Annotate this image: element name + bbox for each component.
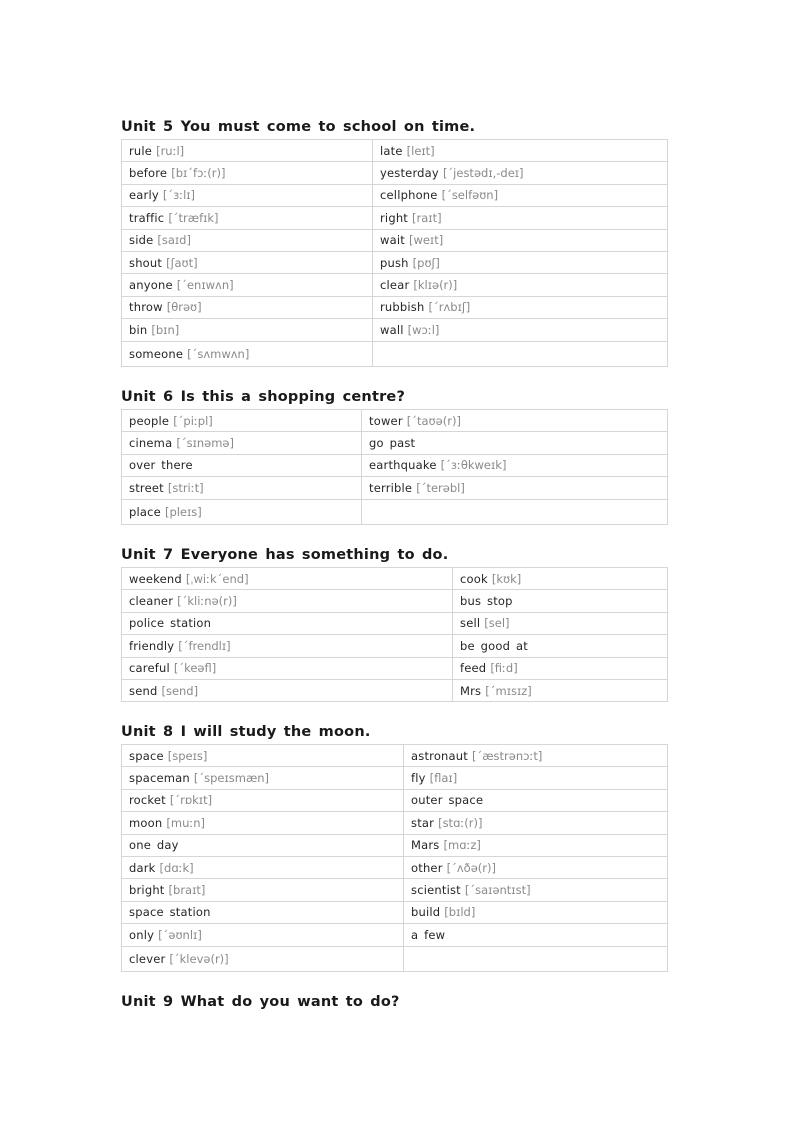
table-row — [122, 454, 668, 476]
vocab-phonetic: [ˊrɒkɪt] — [169, 793, 213, 808]
vocab-cell — [362, 499, 668, 524]
vocab-word: fly — [411, 771, 426, 786]
vocab-phonetic: [ruːl] — [156, 143, 185, 158]
vocab-word: weekend — [129, 571, 182, 586]
vocab-word: rocket — [129, 793, 166, 808]
vocab-phonetic: [ˊtaʊə(r)] — [406, 413, 461, 428]
vocab-cell — [404, 834, 668, 856]
vocab-word: yesterday — [380, 166, 439, 181]
vocab-phonetic: [klɪə(r)] — [413, 278, 458, 293]
vocab-phonetic: [raɪt] — [412, 210, 442, 225]
vocab-cell — [404, 767, 668, 789]
table-row — [122, 657, 668, 679]
vocab-phonetic: [ˊrʌbɪʃ] — [428, 300, 471, 315]
vocab-cell — [122, 477, 362, 499]
vocab-cell — [122, 856, 404, 878]
vocab-phonetic: [weɪt] — [408, 233, 444, 248]
vocab-cell — [404, 856, 668, 878]
unit-5-title: Unit 5 You must come to school on time. — [121, 119, 476, 135]
vocab-phonetic: [ˊkeəfl] — [173, 661, 217, 676]
vocab-phonetic: [ˊʌðə(r)] — [446, 860, 496, 875]
vocab-word: anyone — [129, 278, 173, 293]
table-row — [122, 274, 668, 296]
vocab-cell — [122, 184, 373, 206]
vocab-phonetic: [dɑːk] — [159, 860, 194, 875]
vocab-phonetic: [speɪs] — [167, 748, 208, 763]
vocab-word: early — [129, 188, 159, 203]
vocab-phonetic: [ˊpiːpl] — [173, 413, 213, 428]
table-row — [122, 745, 668, 767]
unit-7-vocab-table — [121, 567, 668, 702]
vocab-cell — [122, 635, 453, 657]
vocab-phonetic: [θrəʊ] — [166, 300, 202, 315]
vocab-word: right — [380, 210, 409, 225]
table-row — [122, 184, 668, 206]
vocab-word: outer space — [411, 793, 484, 808]
vocab-cell — [453, 679, 668, 701]
vocab-word: cleaner — [129, 594, 174, 609]
vocab-cell — [122, 657, 453, 679]
vocab-phonetic: [ˊkliːnə(r)] — [177, 594, 237, 609]
vocab-cell — [122, 341, 373, 366]
vocab-word: wait — [380, 233, 405, 248]
vocab-cell — [122, 946, 404, 971]
table-row — [122, 924, 668, 946]
vocab-phonetic: [ˊɜːθkweɪk] — [440, 458, 507, 473]
vocab-cell — [362, 432, 668, 454]
vocab-phonetic: [ˊenɪwʌn] — [176, 278, 234, 293]
vocab-cell — [453, 635, 668, 657]
vocab-word: Mars — [411, 838, 440, 853]
table-row — [122, 612, 668, 634]
vocab-phonetic: [wɔːl] — [407, 322, 440, 337]
vocab-word: careful — [129, 661, 170, 676]
unit-8-title: Unit 8 I will study the moon. — [121, 724, 371, 740]
vocab-cell — [404, 812, 668, 834]
vocab-cell — [404, 946, 668, 971]
vocab-word: street — [129, 480, 164, 495]
vocab-cell — [122, 296, 373, 318]
vocab-phonetic: [braɪt] — [168, 883, 206, 898]
vocab-cell — [404, 745, 668, 767]
vocab-word: shout — [129, 255, 163, 270]
vocab-phonetic: [bɪld] — [444, 905, 476, 920]
vocab-word: space station — [129, 905, 211, 920]
vocab-cell — [122, 274, 373, 296]
vocab-word: throw — [129, 300, 163, 315]
table-row — [122, 432, 668, 454]
vocab-phonetic: [ˊsɪnəmə] — [176, 436, 234, 451]
vocab-phonetic: [send] — [161, 683, 199, 698]
vocab-word: feed — [460, 661, 487, 676]
vocab-word: side — [129, 233, 154, 248]
vocab-cell — [453, 657, 668, 679]
vocab-phonetic: [fiːd] — [490, 661, 518, 676]
vocab-cell — [404, 901, 668, 923]
vocab-word: place — [129, 504, 161, 519]
vocab-word: police station — [129, 616, 212, 631]
vocab-cell — [122, 612, 453, 634]
vocab-cell — [122, 207, 373, 229]
vocab-phonetic: [ˊspeɪsmæn] — [193, 771, 270, 786]
vocab-cell — [373, 274, 668, 296]
table-row — [122, 590, 668, 612]
table-row — [122, 341, 668, 366]
vocab-cell — [122, 410, 362, 432]
vocab-phonetic: [ˊselfəʊn] — [441, 188, 499, 203]
table-row — [122, 635, 668, 657]
vocab-cell — [373, 251, 668, 273]
vocab-word: wall — [380, 322, 404, 337]
table-row — [122, 901, 668, 923]
vocab-cell — [404, 879, 668, 901]
vocab-cell — [122, 432, 362, 454]
vocab-word: people — [129, 413, 170, 428]
vocab-cell — [373, 229, 668, 251]
vocab-word: send — [129, 683, 158, 698]
vocab-phonetic: [ˊæstrənɔːt] — [472, 748, 543, 763]
table-row — [122, 319, 668, 341]
vocab-phonetic: [pʊʃ] — [412, 255, 440, 270]
vocab-word: friendly — [129, 638, 175, 653]
vocab-word: cinema — [129, 436, 173, 451]
vocab-cell — [373, 319, 668, 341]
vocab-word: push — [380, 255, 409, 270]
vocab-cell — [122, 319, 373, 341]
vocab-phonetic: [bɪn] — [151, 322, 180, 337]
vocab-cell — [122, 568, 453, 590]
vocab-word: bus stop — [460, 594, 513, 609]
vocab-word: before — [129, 166, 168, 181]
vocab-cell — [453, 612, 668, 634]
vocab-cell — [373, 341, 668, 366]
vocab-phonetic: [ʃaʊt] — [166, 255, 198, 270]
table-row — [122, 679, 668, 701]
vocab-phonetic: [ˊtræfɪk] — [168, 210, 219, 225]
vocab-word: spaceman — [129, 771, 190, 786]
table-row — [122, 856, 668, 878]
vocab-cell — [122, 679, 453, 701]
vocab-phonetic: [ˊfrendlɪ] — [178, 638, 231, 653]
vocab-word: tower — [369, 413, 403, 428]
vocab-cell — [122, 924, 404, 946]
vocab-word: rubbish — [380, 300, 425, 315]
vocab-word: cook — [460, 571, 488, 586]
vocab-cell — [122, 251, 373, 273]
vocab-word: bin — [129, 322, 148, 337]
vocab-cell — [122, 812, 404, 834]
vocab-word: other — [411, 860, 443, 875]
vocab-word: only — [129, 927, 155, 942]
table-row — [122, 477, 668, 499]
vocab-phonetic: [ˊəʊnlɪ] — [158, 927, 202, 942]
table-row — [122, 251, 668, 273]
vocab-word: dark — [129, 860, 156, 875]
vocab-cell — [122, 140, 373, 162]
vocab-phonetic: [ˊterəbl] — [416, 480, 465, 495]
vocab-phonetic: [kʊk] — [491, 571, 522, 586]
table-row — [122, 879, 668, 901]
table-row — [122, 162, 668, 184]
vocab-phonetic: [striːt] — [167, 480, 204, 495]
vocab-word: be good at — [460, 638, 528, 653]
vocab-phonetic: [flaɪ] — [429, 771, 458, 786]
table-row — [122, 229, 668, 251]
table-row — [122, 207, 668, 229]
table-row — [122, 296, 668, 318]
vocab-word: a few — [411, 927, 446, 942]
vocab-cell — [404, 924, 668, 946]
vocab-phonetic: [stɑː(r)] — [438, 815, 483, 830]
table-row — [122, 140, 668, 162]
vocab-cell — [362, 477, 668, 499]
vocab-word: sell — [460, 616, 481, 631]
vocab-word: Mrs — [460, 683, 482, 698]
vocab-word: build — [411, 905, 441, 920]
vocab-word: bright — [129, 883, 165, 898]
vocab-word: traffic — [129, 210, 165, 225]
vocab-word: terrible — [369, 480, 413, 495]
vocab-word: scientist — [411, 883, 461, 898]
vocab-phonetic: [ˊklevə(r)] — [169, 951, 229, 966]
vocab-phonetic: [sel] — [484, 616, 510, 631]
table-row — [122, 834, 668, 856]
table-row — [122, 946, 668, 971]
vocab-cell — [453, 568, 668, 590]
vocab-cell — [122, 745, 404, 767]
vocab-cell — [122, 901, 404, 923]
vocab-cell — [373, 184, 668, 206]
vocab-cell — [122, 454, 362, 476]
vocab-cell — [453, 590, 668, 612]
table-row — [122, 499, 668, 524]
vocab-word: moon — [129, 815, 163, 830]
vocab-word: rule — [129, 143, 153, 158]
vocab-cell — [122, 834, 404, 856]
vocab-word: astronaut — [411, 748, 468, 763]
vocab-phonetic: [muːn] — [166, 815, 206, 830]
unit-7-title: Unit 7 Everyone has something to do. — [121, 547, 449, 563]
vocab-cell — [122, 879, 404, 901]
vocab-phonetic: [ˊsaɪəntɪst] — [464, 883, 531, 898]
unit-8-vocab-table — [121, 744, 668, 972]
table-row — [122, 812, 668, 834]
vocab-phonetic: [ˊmɪsɪz] — [485, 683, 532, 698]
unit-6-title: Unit 6 Is this a shopping centre? — [121, 389, 406, 405]
vocab-word: clever — [129, 951, 166, 966]
table-row — [122, 410, 668, 432]
vocab-cell — [373, 162, 668, 184]
vocab-cell — [362, 410, 668, 432]
vocab-phonetic: [pleɪs] — [164, 504, 202, 519]
vocab-cell — [122, 590, 453, 612]
vocab-word: star — [411, 815, 435, 830]
vocab-cell — [373, 207, 668, 229]
vocab-word: go past — [369, 436, 416, 451]
vocab-word: someone — [129, 346, 184, 361]
vocab-word: over there — [129, 458, 193, 473]
table-row — [122, 767, 668, 789]
vocab-phonetic: [leɪt] — [406, 143, 435, 158]
vocab-cell — [122, 499, 362, 524]
vocab-phonetic: [mɑːz] — [443, 838, 481, 853]
vocab-cell — [404, 789, 668, 811]
vocab-word: earthquake — [369, 458, 437, 473]
vocab-word: space — [129, 748, 164, 763]
table-row — [122, 568, 668, 590]
unit-5-vocab-table — [121, 139, 668, 367]
vocab-phonetic: [bɪˊfɔː(r)] — [171, 166, 226, 181]
vocab-word: late — [380, 143, 403, 158]
vocab-phonetic: [ˌwiːkˊend] — [185, 571, 249, 586]
vocab-word: clear — [380, 278, 410, 293]
vocab-phonetic: [ˊɜːlɪ] — [162, 188, 196, 203]
vocab-cell — [122, 229, 373, 251]
unit-6-vocab-table — [121, 409, 668, 525]
vocab-cell — [122, 767, 404, 789]
unit-9-title: Unit 9 What do you want to do? — [121, 994, 400, 1010]
vocab-cell — [362, 454, 668, 476]
vocab-phonetic: [ˊjestədɪ,-deɪ] — [442, 166, 524, 181]
vocab-word: cellphone — [380, 188, 438, 203]
vocab-phonetic: [ˊsʌmwʌn] — [187, 346, 250, 361]
table-row — [122, 789, 668, 811]
vocab-cell — [373, 296, 668, 318]
vocab-phonetic: [saɪd] — [157, 233, 191, 248]
vocab-cell — [122, 789, 404, 811]
vocab-word: one day — [129, 838, 179, 853]
vocab-cell — [373, 140, 668, 162]
vocab-cell — [122, 162, 373, 184]
